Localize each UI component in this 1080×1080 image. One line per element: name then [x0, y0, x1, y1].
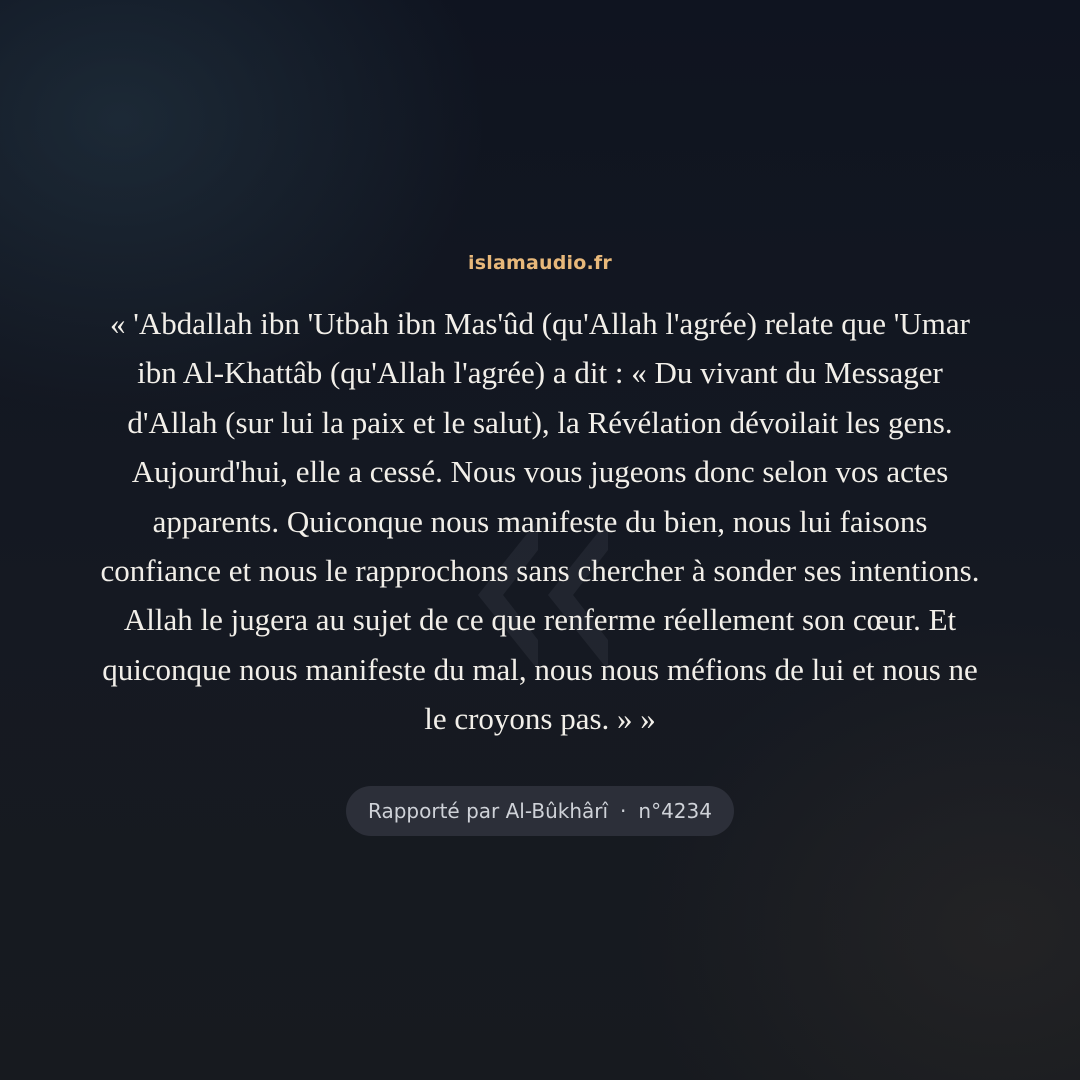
site-name: islamaudio.fr: [468, 252, 612, 274]
source-narrator: Rapporté par Al-Bûkhârî: [368, 799, 609, 823]
source-badge: [346, 786, 734, 836]
hadith-text: « 'Abdallah ibn 'Utbah ibn Mas'ûd (qu'Allah l'agrée) relate que 'Umar ibn Al-Khattâb (qu'Allah l'agrée) a dit : « Du vivant du Messager d'Allah (sur lui la paix et le salut), la Révélation dévoilait les gens. Aujourd'hui, elle a cessé. Nous vous jugeons donc selon vos actes apparents. Quiconque nous manifeste du bien, nous lui faisons confiance et nous le rapprochons sans chercher à sonder ses intentions. Allah le jugera au sujet de ce que renferme réellement son cœur. Et quiconque nous manifeste du mal, nous nous méfions de lui et nous ne le croyons pas. » »: [100, 306, 980, 737]
source-number: n°4234: [638, 799, 712, 823]
source-separator: ·: [620, 799, 627, 823]
